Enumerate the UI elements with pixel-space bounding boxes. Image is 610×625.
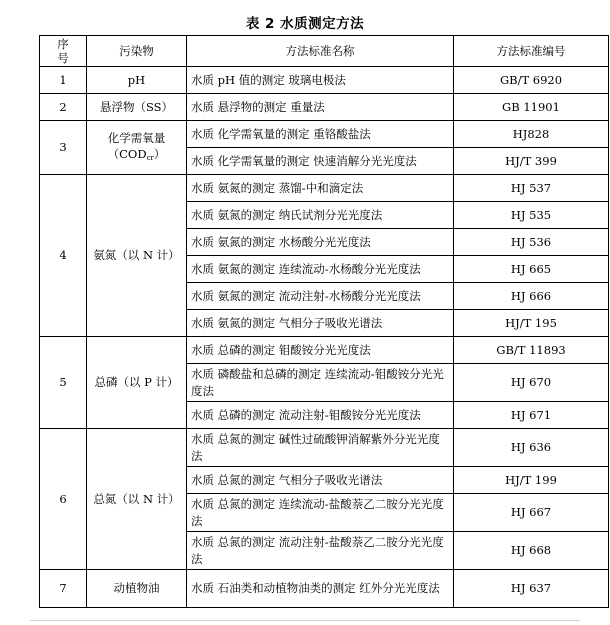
table-row (40, 175, 609, 202)
table-row (40, 67, 609, 94)
cropped-text-fragment (30, 0, 390, 6)
method-code-cell: HJ 667 (454, 494, 609, 532)
method-code-cell: HJ/T 195 (454, 310, 609, 337)
pollutant-cell: pH (87, 67, 187, 94)
method-code-cell: HJ 671 (454, 402, 609, 429)
row-index: 6 (40, 429, 87, 570)
pollutant-cell: 总磷（以 P 计） (87, 337, 187, 429)
method-name-cell: 水质 氨氮的测定 蒸馏-中和滴定法 (187, 175, 454, 202)
method-code-cell: GB/T 6920 (454, 67, 609, 94)
header-method-code: 方法标准编号 (454, 36, 609, 67)
table-row (40, 121, 609, 148)
pollutant-line1: 化学需氧量 (107, 130, 166, 145)
method-name-cell: 水质 总氮的测定 碱性过硫酸钾消解紫外分光光度法 (187, 429, 454, 467)
row-index: 3 (40, 121, 87, 175)
table-title: 表 2 水质测定方法 (245, 16, 365, 32)
table-row (40, 337, 609, 364)
method-name-cell: 水质 化学需氧量的测定 快速消解分光光度法 (187, 148, 454, 175)
method-name-cell: 水质 悬浮物的测定 重量法 (187, 94, 454, 121)
pollutant-cell (87, 121, 187, 175)
method-name-cell: 水质 总氮的测定 连续流动-盐酸萘乙二胺分光光度法 (187, 494, 454, 532)
method-code-cell: GB/T 11893 (454, 337, 609, 364)
method-name-cell: 水质 磷酸盐和总磷的测定 连续流动-钼酸铵分光光度法 (187, 364, 454, 402)
method-name-cell: 水质 总氮的测定 流动注射-盐酸萘乙二胺分光光度法 (187, 532, 454, 570)
method-name-cell: 水质 氨氮的测定 流动注射-水杨酸分光光度法 (187, 283, 454, 310)
method-name-cell: 水质 总磷的测定 钼酸铵分光光度法 (187, 337, 454, 364)
table-row (40, 429, 609, 467)
method-code-cell: HJ/T 199 (454, 467, 609, 494)
method-code-cell: HJ/T 399 (454, 148, 609, 175)
pollutant-cell: 悬浮物（SS） (87, 94, 187, 121)
row-index: 5 (40, 337, 87, 429)
pollutant-subscript: cr (146, 153, 154, 162)
pollutant-cell: 氨氮（以 N 计） (87, 175, 187, 337)
header-index: 序 号 (40, 36, 87, 67)
table-row (40, 94, 609, 121)
method-name-cell: 水质 氨氮的测定 连续流动-水杨酸分光光度法 (187, 256, 454, 283)
pollutant-cell: 动植物油 (87, 570, 187, 608)
pollutant-line2: （COD (107, 146, 147, 161)
row-index: 7 (40, 570, 87, 608)
method-code-cell: HJ 665 (454, 256, 609, 283)
method-code-cell: HJ 666 (454, 283, 609, 310)
method-name-cell: 水质 总磷的测定 流动注射-钼酸铵分光光度法 (187, 402, 454, 429)
method-name-cell: 水质 pH 值的测定 玻璃电极法 (187, 67, 454, 94)
method-name-cell: 水质 石油类和动植物油类的测定 红外分光光度法 (187, 570, 454, 608)
pollutant-close: ） (153, 146, 166, 161)
method-code-cell: HJ 670 (454, 364, 609, 402)
water-testing-methods-table (39, 35, 609, 608)
row-index: 4 (40, 175, 87, 337)
method-code-cell: HJ 636 (454, 429, 609, 467)
method-code-cell: HJ828 (454, 121, 609, 148)
method-code-cell: HJ 537 (454, 175, 609, 202)
method-code-cell: HJ 637 (454, 570, 609, 608)
method-name-cell: 水质 氨氮的测定 气相分子吸收光谱法 (187, 310, 454, 337)
method-name-cell: 水质 总氮的测定 气相分子吸收光谱法 (187, 467, 454, 494)
row-index: 2 (40, 94, 87, 121)
row-index: 1 (40, 67, 87, 94)
method-code-cell: HJ 668 (454, 532, 609, 570)
method-code-cell: HJ 535 (454, 202, 609, 229)
header-method-name: 方法标准名称 (187, 36, 454, 67)
table-row (40, 570, 609, 608)
table-header-row (40, 36, 609, 67)
page-divider (30, 620, 580, 621)
method-name-cell: 水质 氨氮的测定 纳氏试剂分光光度法 (187, 202, 454, 229)
method-name-cell: 水质 化学需氧量的测定 重铬酸盐法 (187, 121, 454, 148)
pollutant-cell: 总氮（以 N 计） (87, 429, 187, 570)
header-pollutant: 污染物 (87, 36, 187, 67)
method-code-cell: GB 11901 (454, 94, 609, 121)
method-code-cell: HJ 536 (454, 229, 609, 256)
method-name-cell: 水质 氨氮的测定 水杨酸分光光度法 (187, 229, 454, 256)
